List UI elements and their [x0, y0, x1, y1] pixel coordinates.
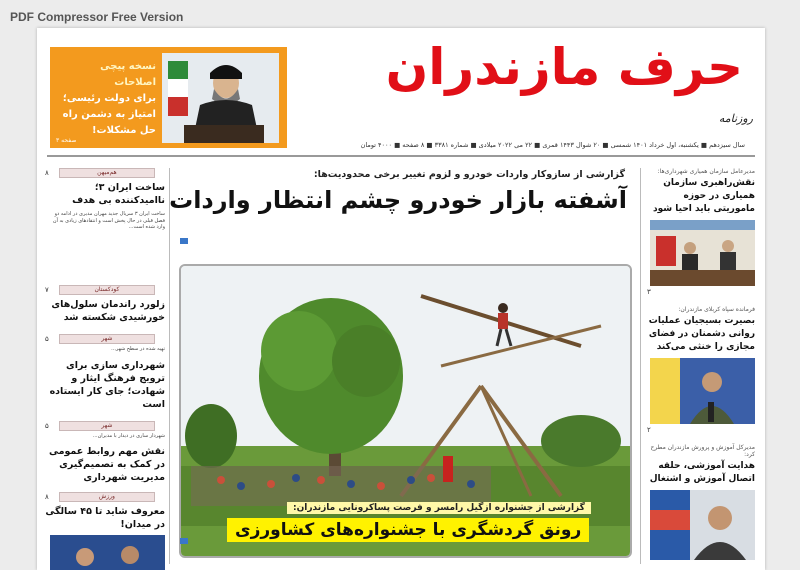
- news-body: ساخت ایران ۳ سریال جدید مهران مدیری در ادامه دو فصل قبلی در حال پخش است و انتقادهای زیادی به آن وارد شده است...: [52, 211, 165, 230]
- right-news-column: [647, 168, 755, 568]
- promo-line: امتیاز به دشمن راه: [62, 109, 156, 120]
- photo-caption-kicker: گزارشی از جشنواره ازگیل رامسر و فرصت پساکرونایی مازندران:: [287, 502, 591, 514]
- promo-line: حل مشکلات!: [92, 125, 156, 136]
- news-kicker: مدیرکل آموزش و پرورش مازندران مطرح کرد:: [650, 444, 755, 458]
- section-label: کودکستان: [59, 285, 155, 295]
- news-headline[interactable]: معروف شاید تا ۴۵ سالگی در میدان!: [45, 506, 165, 530]
- page-number: ۵: [45, 421, 49, 430]
- news-headline[interactable]: زلورد راندمان سلول‌های خورشیدی شکسته شد: [51, 299, 165, 323]
- page-number: ۸: [45, 169, 49, 177]
- left-news-column: [45, 168, 165, 568]
- section-header: [45, 421, 165, 431]
- main-headline[interactable]: آشفته بازار خودرو چشم انتظار واردات: [169, 186, 627, 214]
- news-body: شهردار ساری در دیدار با مدیران...: [92, 432, 165, 439]
- section-header: [45, 168, 165, 178]
- page-number: ۵: [45, 335, 49, 343]
- section-header: [45, 334, 165, 344]
- news-headline[interactable]: نقش مهم روابط عمومی در کمک به تصمیم‌گیری مدیریت شهرداری: [48, 446, 165, 483]
- news-body: تهیه شده در سطح شهر...: [111, 346, 165, 352]
- page-number: ۷: [45, 286, 49, 294]
- sports-photo: [50, 535, 165, 570]
- promo-photo: [162, 53, 279, 143]
- newspaper-page: [37, 28, 765, 570]
- photo-caption-headline[interactable]: رونق گردشگری با جشنواره‌های کشاورزی: [227, 518, 589, 542]
- newspaper-logo: حرف مازندران: [385, 38, 743, 96]
- page-number: ۸: [45, 493, 49, 501]
- page-number: ۳: [647, 288, 651, 296]
- column-divider: [640, 168, 641, 564]
- news-headline[interactable]: شهرداری سازی برای ترویج فرهنگ ایثار و شهادت؛ جای کار ایستاده است: [49, 359, 165, 410]
- logo-subtitle: روزنامه: [718, 112, 753, 125]
- promo-line: برای دولت رئیسی؛: [62, 93, 156, 104]
- news-kicker: مدیرعامل سازمان همیاری شهرداری‌ها:: [657, 168, 755, 175]
- commander-photo: [650, 358, 755, 424]
- section-header: [45, 285, 165, 295]
- section-header: [45, 492, 165, 502]
- news-headline[interactable]: ساخت ایران ۳؛ ناامیدکننده بی هدف: [72, 182, 165, 206]
- news-headline[interactable]: هدایت آموزشی، حلقه اتصال آموزش و اشتغال: [649, 461, 755, 484]
- page-number: ۲: [647, 426, 651, 434]
- more-marker-icon: [180, 538, 188, 544]
- promo-box[interactable]: [50, 47, 287, 148]
- promo-line: نسخه پیچی اصلاحات: [100, 61, 156, 88]
- dateline: سال سیزدهم ■ یکشنبه، اول خرداد ۱۴۰۱ شمسی ■ ۲۰ شوال ۱۴۴۳ قمری ■ ۲۲ می ۲۰۲۲ میلادی ■ شماره ۳۳۸۱ ■ ۸ صفحه ■ ۴۰۰۰ تومان: [360, 141, 745, 149]
- watermark: PDF Compressor Free Version: [10, 10, 184, 24]
- news-headline[interactable]: نقش‌راهبری سازمان همیاری در حوزه ماموریتی باید احیا شود: [653, 178, 755, 214]
- more-marker-icon: [180, 238, 188, 244]
- news-kicker: فرمانده سپاه کربلای مازندران:: [678, 306, 755, 313]
- column-divider: [169, 168, 170, 564]
- official-photo: [650, 490, 755, 560]
- news-headline[interactable]: بصیرت بسیجیان عملیات روانی دشمنان در فضای مجازی را خنثی می‌کند: [648, 316, 755, 352]
- promo-text: [56, 59, 156, 139]
- promo-page-ref: صفحه ۳: [56, 137, 77, 144]
- section-label: شهر: [59, 421, 155, 431]
- section-label: ورزش: [59, 492, 155, 502]
- section-label: هم‌میهن: [59, 168, 155, 178]
- masthead-divider: [47, 155, 755, 157]
- meeting-photo: [650, 220, 755, 286]
- section-label: شهر: [59, 334, 155, 344]
- main-kicker: گزارشی از سازوکار واردات خودرو و لزوم تغییر برخی محدودیت‌ها:: [313, 169, 625, 180]
